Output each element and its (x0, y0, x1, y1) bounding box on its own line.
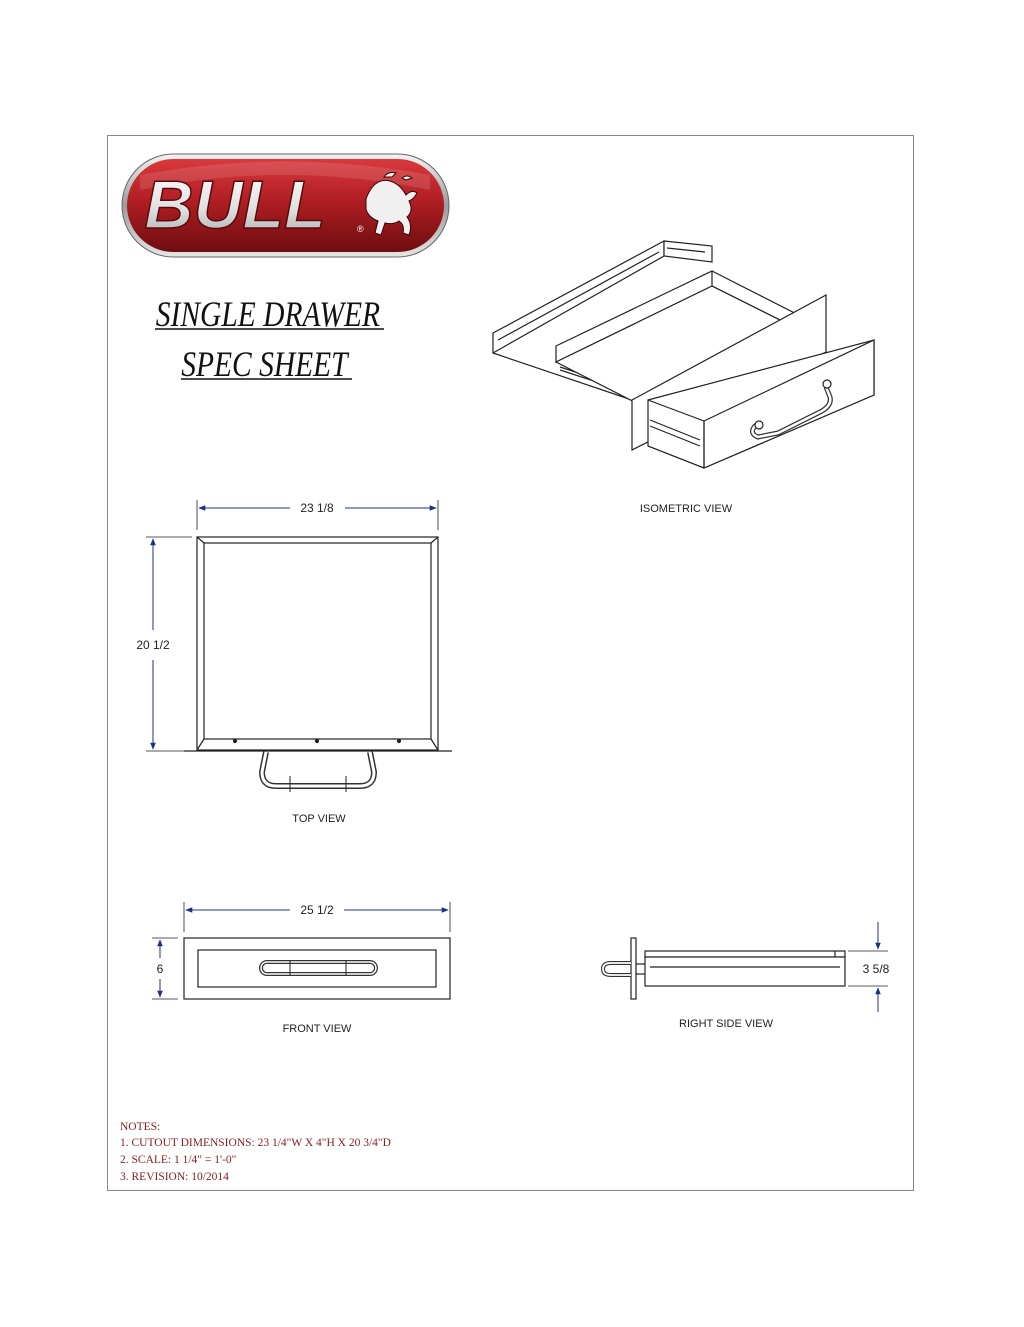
front-width-dimension: 25 1/2 (300, 903, 334, 917)
logo-text: BULL (144, 167, 326, 243)
side-height-dimension: 3 5/8 (862, 962, 890, 976)
registered-mark: ® (357, 224, 364, 234)
bull-logo (122, 154, 449, 257)
top-view-drawing (184, 537, 452, 792)
isometric-view-label: ISOMETRIC VIEW (639, 503, 733, 515)
note-item: 1. CUTOUT DIMENSIONS: 23 1/4"W X 4"H X 20 3/4"D (120, 1137, 391, 1149)
right-side-view-label: RIGHT SIDE VIEW (679, 1018, 773, 1030)
front-height-dimension: 6 (156, 962, 164, 976)
top-width-dimension: 23 1/8 (300, 501, 334, 515)
right-side-view-drawing (603, 938, 845, 999)
front-view-drawing (184, 938, 450, 999)
notes-block (120, 1121, 391, 1183)
notes-heading: NOTES: (120, 1121, 161, 1133)
title-line-2: SPEC SHEET (181, 345, 348, 385)
note-item: 2. SCALE: 1 1/4" = 1'-0" (120, 1154, 237, 1166)
front-view-label: FRONT VIEW (282, 1023, 352, 1035)
top-depth-dimension: 20 1/2 (136, 638, 170, 652)
page-title (155, 295, 384, 384)
note-item: 3. REVISION: 10/2014 (120, 1171, 229, 1183)
title-line-1: SINGLE DRAWER (155, 295, 381, 335)
isometric-view-drawing (493, 241, 874, 468)
top-view-label: TOP VIEW (292, 813, 346, 825)
